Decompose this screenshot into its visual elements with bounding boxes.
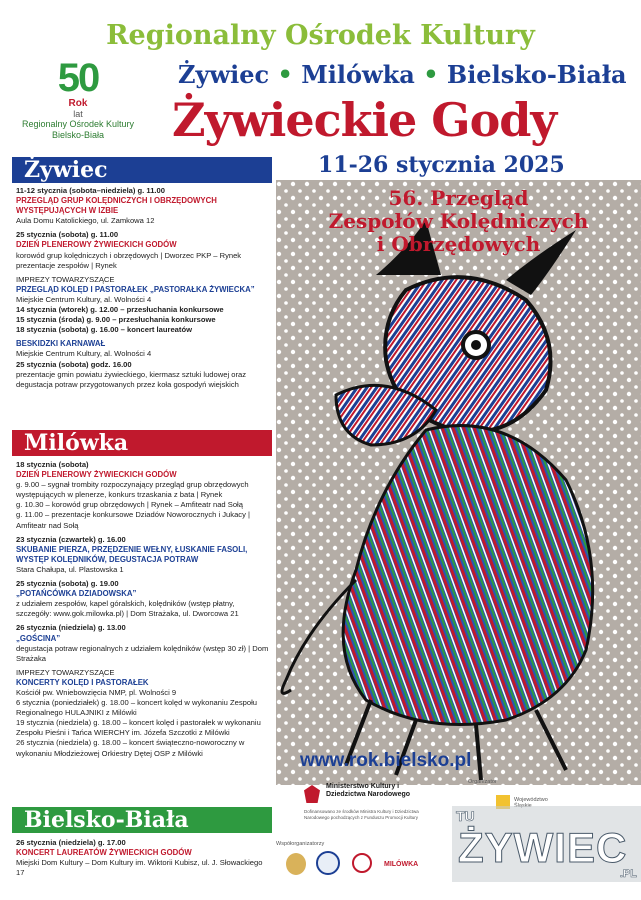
voivodeship-name: Województwo: [514, 797, 548, 803]
event-desc: degustacja potraw regionalnych z udziałem kolędników (wstęp 30 zł) | Dom Strażaka: [16, 643, 269, 663]
event-date: 26 stycznia (niedziela) g. 17.00: [16, 838, 126, 847]
festival-line-1: 56. Przegląd: [388, 186, 529, 210]
event-line: g. 9.00 – sygnał trombity rozpoczynający przegląd grup obrzędowych występujących w plenerze, konkurs trzaskania z bata | Rynek: [16, 480, 249, 500]
section-heading-bielsko: Bielsko-Biała: [12, 807, 272, 833]
ministry-name: Ministerstwo Kultury i Dziedzictwa Narodowego: [326, 783, 411, 798]
funding-note: Dofinansowano ze środków Ministra Kultury i Dziedzictwa Narodowego pochodzących z Funduszu Promocji Kultury: [304, 809, 419, 820]
event-title: SKUBANIE PIERZA, PRZĘDZENIE WEŁNY, ŁUSKANIE FASOLI, WYSTĘP KOLĘDNIKÓW, DEGUSTACJA POTRAW: [16, 544, 248, 564]
side-event-line: 19 stycznia (niedziela) g. 18.00 – koncert kolęd i pastorałek w wykonaniu Zespołu Pieśni i Tańca WIERCHY im. Józefa Szczotki z Milówki: [16, 718, 261, 738]
festival-name: [276, 187, 641, 256]
side-event-place: Miejskie Centrum Kultury, al. Wolności 4: [16, 294, 152, 304]
side-events-label: IMPREZY TOWARZYSZĄCE: [16, 667, 115, 677]
event-title: DZIEŃ PLENEROWY ŻYWIECKICH GODÓW: [16, 240, 177, 250]
side-event-title: PRZEGLĄD KOLĘD I PASTORAŁEK „PASTORAŁKA ŻYWIECKA”: [16, 284, 255, 294]
event-place: Stara Chałupa, ul. Plastowska 1: [16, 564, 124, 574]
town-zywiec: Żywiec: [178, 60, 270, 89]
event-desc: z udziałem zespołów, kapel góralskich, kolędników (wstęp płatny, szczegóły: www.gok.milowka.pl) | Dom Strażaka, ul. Dworcowa 21: [16, 599, 239, 619]
logo-lat: lat: [73, 109, 83, 119]
town-bielsko: Bielsko-Biała: [446, 60, 627, 89]
logo-line1: Regionalny Ośrodek Kultury: [21, 119, 135, 129]
side-event-place: Kościół pw. Wniebowzięcia NMP, pl. Wolności 9: [16, 687, 177, 697]
towns-line: [178, 60, 627, 89]
coorganizers-label: Współorganizatorzy: [276, 841, 325, 847]
event-line: g. 10.30 – korowód grup obrzędowych | Rynek – Amfiteatr nad Sołą: [16, 500, 243, 510]
milowka-events: [16, 460, 272, 759]
partner-heart-icon: [352, 853, 372, 873]
event-date: 18 stycznia (sobota): [16, 460, 89, 469]
rok-50-logo: [18, 58, 138, 141]
town-separator: •: [423, 60, 439, 89]
watermark-pl: .PL: [619, 868, 637, 880]
side-event-line: 15 stycznia (środa) g. 9.00 – przesłuchania konkursowe: [16, 315, 216, 325]
side-event-line: 18 stycznia (sobota) g. 16.00 – koncert laureatów: [16, 325, 192, 335]
event-title: „GOŚCINA”: [16, 633, 61, 643]
partner-badge-icon: [316, 851, 340, 875]
event-title: DZIEŃ PLENEROWY ŻYWIECKICH GODÓW: [16, 470, 177, 480]
event-title: PRZEGLĄD GRUP KOLĘDNICZYCH I OBRZĘDOWYCH WYSTĘPUJĄCYCH W IZBIE: [16, 196, 217, 216]
town-milowka: Milówka: [301, 60, 415, 89]
event-dates: 11-26 stycznia 2025: [318, 152, 565, 178]
creature-pupil: [471, 340, 481, 350]
side-events-label: IMPREZY TOWARZYSZĄCE: [16, 274, 115, 284]
section-heading-zywiec: Żywiec: [12, 157, 272, 183]
festival-line-2: Zespołów Kolędniczych: [328, 209, 589, 233]
zywiec-crest-icon: [286, 853, 306, 875]
main-title: Żywieckie Gody: [172, 93, 557, 147]
painting-svg: [276, 180, 641, 785]
side-event-line: 14 stycznia (wtorek) g. 12.00 – przesłuchania konkursowe: [16, 305, 224, 315]
side-event-date: 25 stycznia (sobota) godz. 16.00: [16, 359, 132, 369]
website-link[interactable]: www.rok.bielsko.pl: [300, 750, 472, 771]
watermark-big: ŻYWIEC: [458, 824, 628, 871]
side-event-title: KONCERTY KOLĘD I PASTORAŁEK: [16, 677, 149, 687]
logo-rok: Rok: [68, 98, 88, 109]
bielsko-events: [16, 838, 272, 878]
logo-number: 50: [57, 56, 99, 100]
event-title: „POTAŃCÓWKA DZIADOWSKA”: [16, 589, 137, 599]
side-event-line: 26 stycznia (niedziela) g. 18.00 – koncert świąteczno-noworoczny w wykonaniu Młodzieżowej Orkiestry Dętej OSP z Milówki: [16, 738, 245, 758]
section-heading-milowka: Milówka: [12, 430, 272, 456]
side-event-line: 6 stycznia (poniedziałek) g. 18.00 – koncert kolęd w wykonaniu Zespołu Regionalnego HULAJNIKI z Milówki: [16, 698, 258, 718]
event-place: Aula Domu Katolickiego, ul. Zamkowa 12: [16, 216, 155, 226]
watermark-tu: TU: [456, 808, 475, 824]
festival-line-3: i Obrzędowych: [376, 232, 541, 256]
event-date: 23 stycznia (czwartek) g. 16.00: [16, 534, 126, 544]
tuzywiec-watermark: [452, 806, 641, 882]
event-date: 11-12 stycznia (sobota–niedziela) g. 11.00: [16, 186, 165, 195]
logo-line2: Bielsko-Biała: [51, 130, 105, 140]
milowka-logo-text: MILÓWKA: [384, 861, 419, 868]
event-title: KONCERT LAUREATÓW ŻYWIECKICH GODÓW: [16, 848, 192, 858]
eagle-emblem-icon: [304, 785, 320, 803]
side-event-desc: prezentacje gmin powiatu żywieckiego, kiermasz sztuki ludowej oraz degustacja potraw przygotowanych przez koła gospodyń wiejskich: [16, 369, 247, 389]
event-line: g. 11.00 – prezentacje konkursowe Dziadów Noworocznych i Jukacy | Amfiteatr nad Sołą: [16, 510, 250, 530]
zywiec-events: [16, 186, 272, 390]
event-date: 25 stycznia (sobota) g. 11.00: [16, 230, 119, 240]
event-date: 26 stycznia (niedziela) g. 13.00: [16, 623, 126, 633]
folk-painting-illustration: [276, 180, 641, 785]
side-event-place: Miejskie Centrum Kultury, al. Wolności 4: [16, 349, 152, 359]
organizer-label: Organizator: [468, 779, 497, 785]
town-separator: •: [277, 60, 293, 89]
event-place: Miejski Dom Kultury – Dom Kultury im. Wiktorii Kubisz, ul. J. Słowackiego 17: [16, 858, 263, 878]
event-date: 25 stycznia (sobota) g. 19.00: [16, 579, 119, 589]
organization-title: Regionalny Ośrodek Kultury: [106, 20, 535, 51]
side-event-title: BESKIDZKI KARNAWAŁ: [16, 339, 106, 349]
event-desc: korowód grup kolędniczych i obrzędowych | Dworzec PKP – Rynek prezentacje zespołów | Rynek: [16, 250, 242, 270]
